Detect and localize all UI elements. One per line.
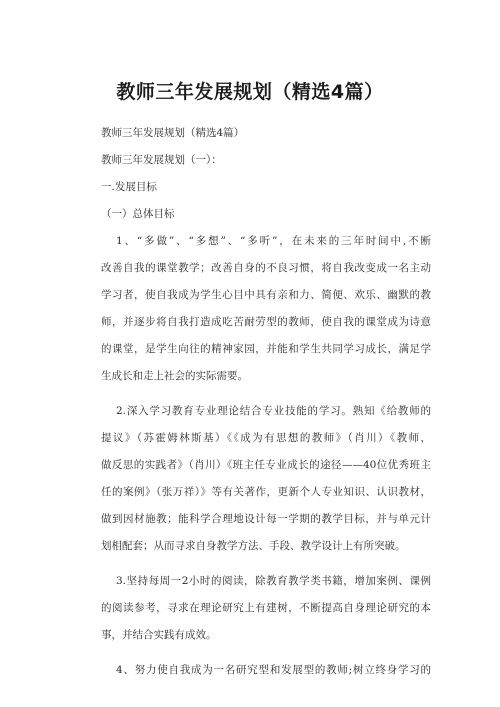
section-heading: 教师三年发展规划（一）： (101, 154, 222, 166)
paragraph-1-line: 的课堂，是学生向往的精神家园，并能和学生共同学习成长，满足学 (101, 343, 431, 355)
paragraph-3-line: 事，并结合实践有成效。 (101, 629, 217, 641)
paragraph-1-line: 生成长和走上社会的实际需要。 (101, 370, 248, 382)
paragraph-2-line: 做反思的实践者》（肖川）《班主任专业成长的途径——40位优秀班主 (101, 459, 431, 471)
document-subtitle: 教师三年发展规划（精选4篇） (101, 127, 245, 139)
paragraph-3-line: 的阅读参考，寻求在理论研究上有建树，不断提高自身理论研究的本 (101, 602, 431, 614)
paragraph-2-line: 提议》（苏霍姆林斯基）《《成为有思想的教师》（肖川）《教师， (101, 432, 431, 444)
paragraph-2-line: 做到因材施教；能科学合理地设计每一学期的教学目标，并与单元计 (101, 513, 431, 525)
paragraph-4-line: 4、努力使自我成为一名研究型和发展型的教师;树立终身学习的 (116, 664, 431, 676)
paragraph-2-line: 任的案例》（张万祥）》等有关著作，更新个人专业知识、认识教材， (101, 486, 431, 498)
paragraph-1-line: 师，并逐步将自我打造成吃苦耐劳型的教师，使自我的课堂成为诗意 (101, 316, 431, 328)
paragraph-3-line: 3.坚持每周一2小时的阅读，除教育教学类书籍，增加案例、课例 (116, 575, 431, 587)
paragraph-1-line: 1、“多做”、“多想”、“多听”，在未来的三年时间中,不断 (116, 235, 431, 247)
document-title: 教师三年发展规划（精选4篇） (116, 81, 384, 103)
paragraph-1-line: 学习者，使自我成为学生心目中具有亲和力、简便、欢乐、幽默的教 (101, 289, 431, 301)
paragraph-2-line: 2.深入学习教育专业理论结合专业技能的学习。熟知《给教师的 (116, 405, 431, 417)
paragraph-1-line: 改善自我的课堂教学；改善自身的不良习惯，将自我改变成一名主动 (101, 262, 431, 274)
heading-goals: 一.发展目标 (101, 181, 157, 193)
heading-overall-goal: （一）总体目标 (101, 208, 175, 220)
paragraph-2-line: 划相配套；从而寻求自身教学方法、手段、教学设计上有所突破。 (101, 540, 406, 552)
